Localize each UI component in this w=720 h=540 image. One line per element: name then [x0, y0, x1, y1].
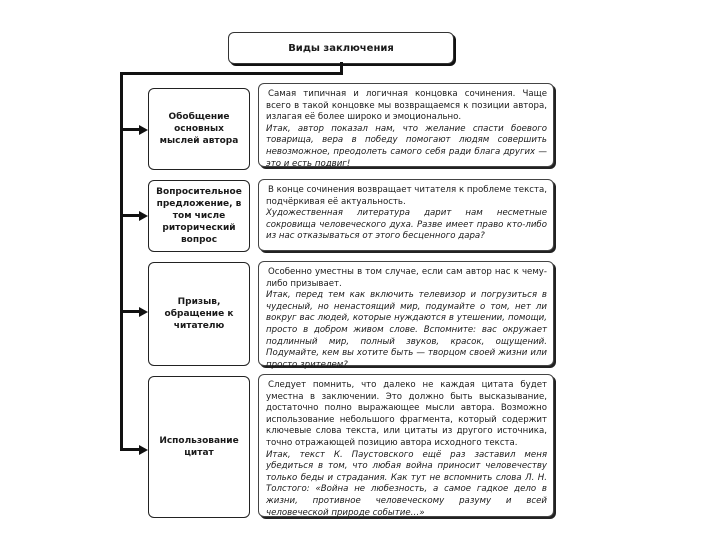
arrow-icon	[139, 211, 148, 221]
description-text: Особенно уместны в том случае, если сам автор нас к чему-либо призывает.	[266, 267, 547, 289]
type-label-appeal	[148, 262, 250, 366]
type-description-appeal	[258, 261, 554, 370]
example-text: Итак, автор показал нам, что желание спасти боевого товарища, вера в победу помогают людям совершить невозможное, преодолеть самого себя ради блага других — это и есть подвиг!	[266, 123, 547, 169]
description-text: Следует помнить, что далеко не каждая цитата будет уместна в заключении. Это должно быть высказывание, достаточно полно выражающее мысли автора. Возможно использование небольшого фрагмента, который содержит ключевые слова текста, или цитаты из другого источника, точно отражающей позицию автора исходного текста.	[266, 380, 547, 448]
arrow-icon	[139, 125, 148, 135]
type-label-text: Использование цитат	[159, 436, 239, 458]
example-text: Итак, перед тем как включить телевизор и погрузиться в чудесный, но ненастоящий мир, подумайте о том, нет ли вокруг вас людей, которые нуждаются в утешении, помощи, просто в добром живом слове. Вспомните: вас окружает подлинный мир, полный звуков, красок, ощущений. Подумайте, кем вы хотите быть — творцом своей жизни или просто зрителем?	[266, 290, 547, 370]
type-label-text: Призыв, обращение к читателю	[164, 297, 234, 331]
diagram-title: Виды заключения	[228, 32, 454, 64]
example-text: Итак, текст К. Паустовского ещё раз заставил меня убедиться в том, что любая война приносит человечеству только беды и страдания. Как тут не вспомнить слова Л. Н. Толстого: «Война не любезность, а самое гадкое дело в жизни, противное человеческому разуму и всей человеческой природе событие…»	[266, 449, 547, 518]
type-label-summary	[148, 88, 250, 170]
type-description-question	[258, 179, 554, 251]
connector-branch-3	[120, 310, 140, 313]
type-label-quotes	[148, 376, 250, 518]
connector-horizontal-top	[120, 72, 343, 75]
type-label-question	[148, 180, 250, 252]
arrow-icon	[139, 307, 148, 317]
arrow-icon	[139, 445, 148, 455]
example-text: Художественная литература дарит нам несметные сокровища человеческого духа. Разве имеет право кто-либо из нас отказываться от этого бесценного дара?	[266, 208, 547, 242]
type-label-text: Обобщение основных мыслей автора	[159, 112, 239, 146]
description-text: Самая типичная и логичная концовка сочинения. Чаще всего в такой концовке мы возвращаемся к позиции автора, излагая её более широко и эмоционально.	[266, 89, 547, 123]
description-text: В конце сочинения возвращает читателя к проблеме текста, подчёркивая её актуальность.	[266, 185, 547, 207]
type-description-quotes	[258, 374, 554, 517]
connector-branch-4	[120, 448, 140, 451]
type-label-text: Вопросительное предложение, в том числе риторический вопрос	[156, 187, 242, 245]
connector-branch-1	[120, 128, 140, 131]
connector-branch-2	[120, 214, 140, 217]
type-description-summary	[258, 83, 554, 167]
